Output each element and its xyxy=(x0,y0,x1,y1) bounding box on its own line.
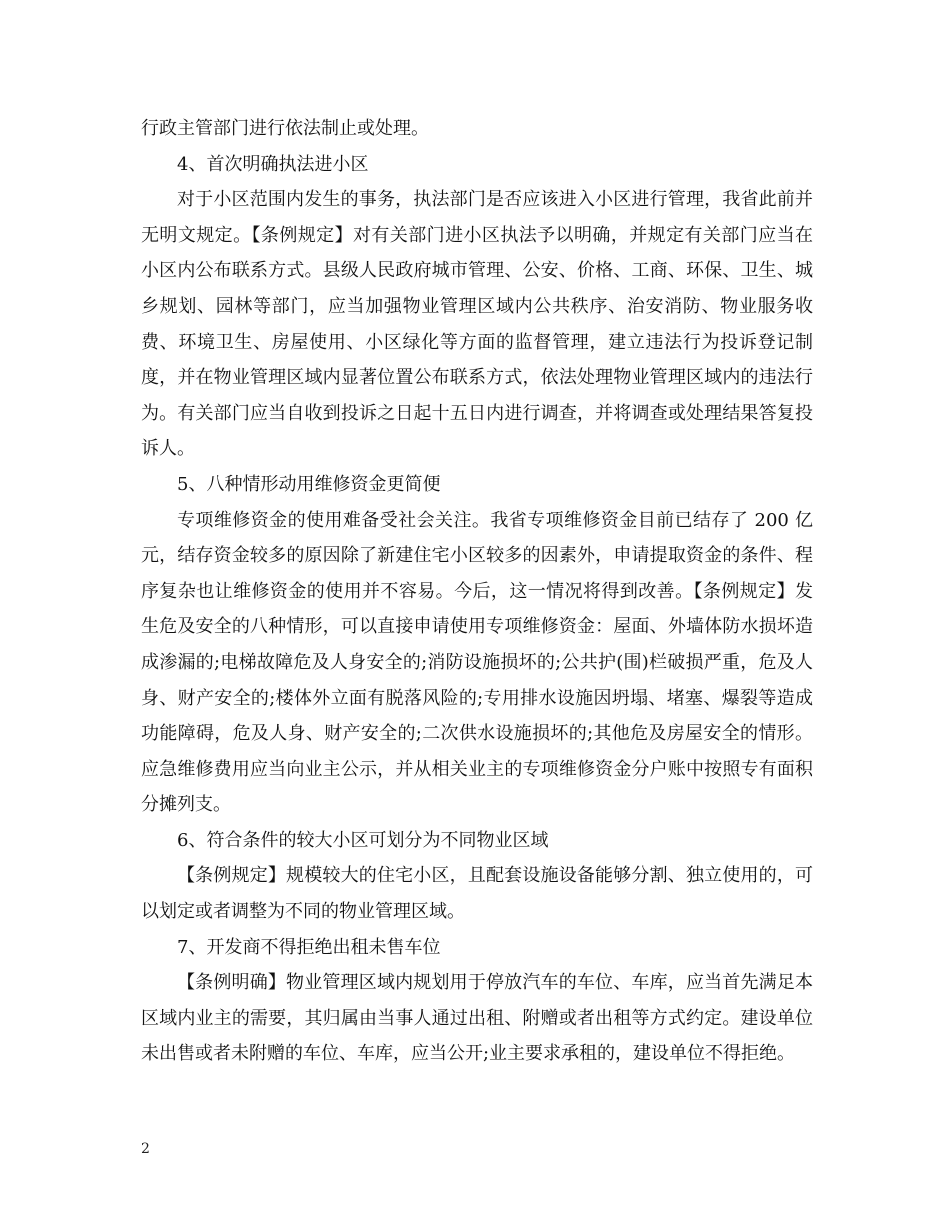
paragraph-section-5: 专项维修资金的使用难备受社会关注。我省专项维修资金目前已结存了 200 亿元，结存资金较多的原因除了新建住宅小区较多的因素外，申请提取资金的条件、程序复杂也让维修资金的使用并不容易。今后，这一情况将得到改善。【条例规定】发生危及安全的八种情形，可以直接申请使用专项维修资金：屋面、外墙体防水损坏造成渗漏的;电梯故障危及人身安全的;消防设施损坏的;公共护(围)栏破损严重，危及人身、财产安全的;楼体外立面有脱落风险的;专用排水设施因坍塌、堵塞、爆裂等造成功能障碍，危及人身、财产安全的;二次供水设施损坏的;其他危及房屋安全的情形。应急维修费用应当向业主公示，并从相关业主的专项维修资金分户账中按照专有面积分摊列支。 xyxy=(141,509,813,816)
section-heading-6: 6、符合条件的较大小区可划分为不同物业区域 xyxy=(177,829,549,851)
section-heading-5: 5、八种情形动用维修资金更简便 xyxy=(177,473,441,495)
paragraph-section-4: 对于小区范围内发生的事务，执法部门是否应该进入小区进行管理，我省此前并无明文规定。【条例规定】对有关部门进小区执法予以明确，并规定有关部门应当在小区内公布联系方式。县级人民政府城市管理、公安、价格、工商、环保、卫生、城乡规划、园林等部门，应当加强物业管理区域内公共秩序、治安消防、物业服务收费、环境卫生、房屋使用、小区绿化等方面的监督管理，建立违法行为投诉登记制度，并在物业管理区域内显著位置公布联系方式，依法处理物业管理区域内的违法行为。有关部门应当自收到投诉之日起十五日内进行调查，并将调查或处理结果答复投诉人。 xyxy=(141,189,813,460)
paragraph-continuation: 行政主管部门进行依法制止或处理。 xyxy=(141,118,429,139)
section-heading-7: 7、开发商不得拒绝出租未售车位 xyxy=(177,936,441,958)
paragraph-section-6: 【条例规定】规模较大的住宅小区，且配套设施设备能够分割、独立使用的，可以划定或者调整为不同的物业管理区域。 xyxy=(141,865,813,923)
document-body xyxy=(141,111,813,1072)
section-heading-4: 4、首次明确执法进小区 xyxy=(177,153,369,175)
paragraph-section-7: 【条例明确】物业管理区域内规划用于停放汽车的车位、车库，应当首先满足本区域内业主的需要，其归属由当事人通过出租、附赠或者出租等方式约定。建设单位未出售或者未附赠的车位、车库，应当公开;业主要求承租的，建设单位不得拒绝。 xyxy=(141,972,813,1065)
page-number: 2 xyxy=(141,1141,150,1157)
